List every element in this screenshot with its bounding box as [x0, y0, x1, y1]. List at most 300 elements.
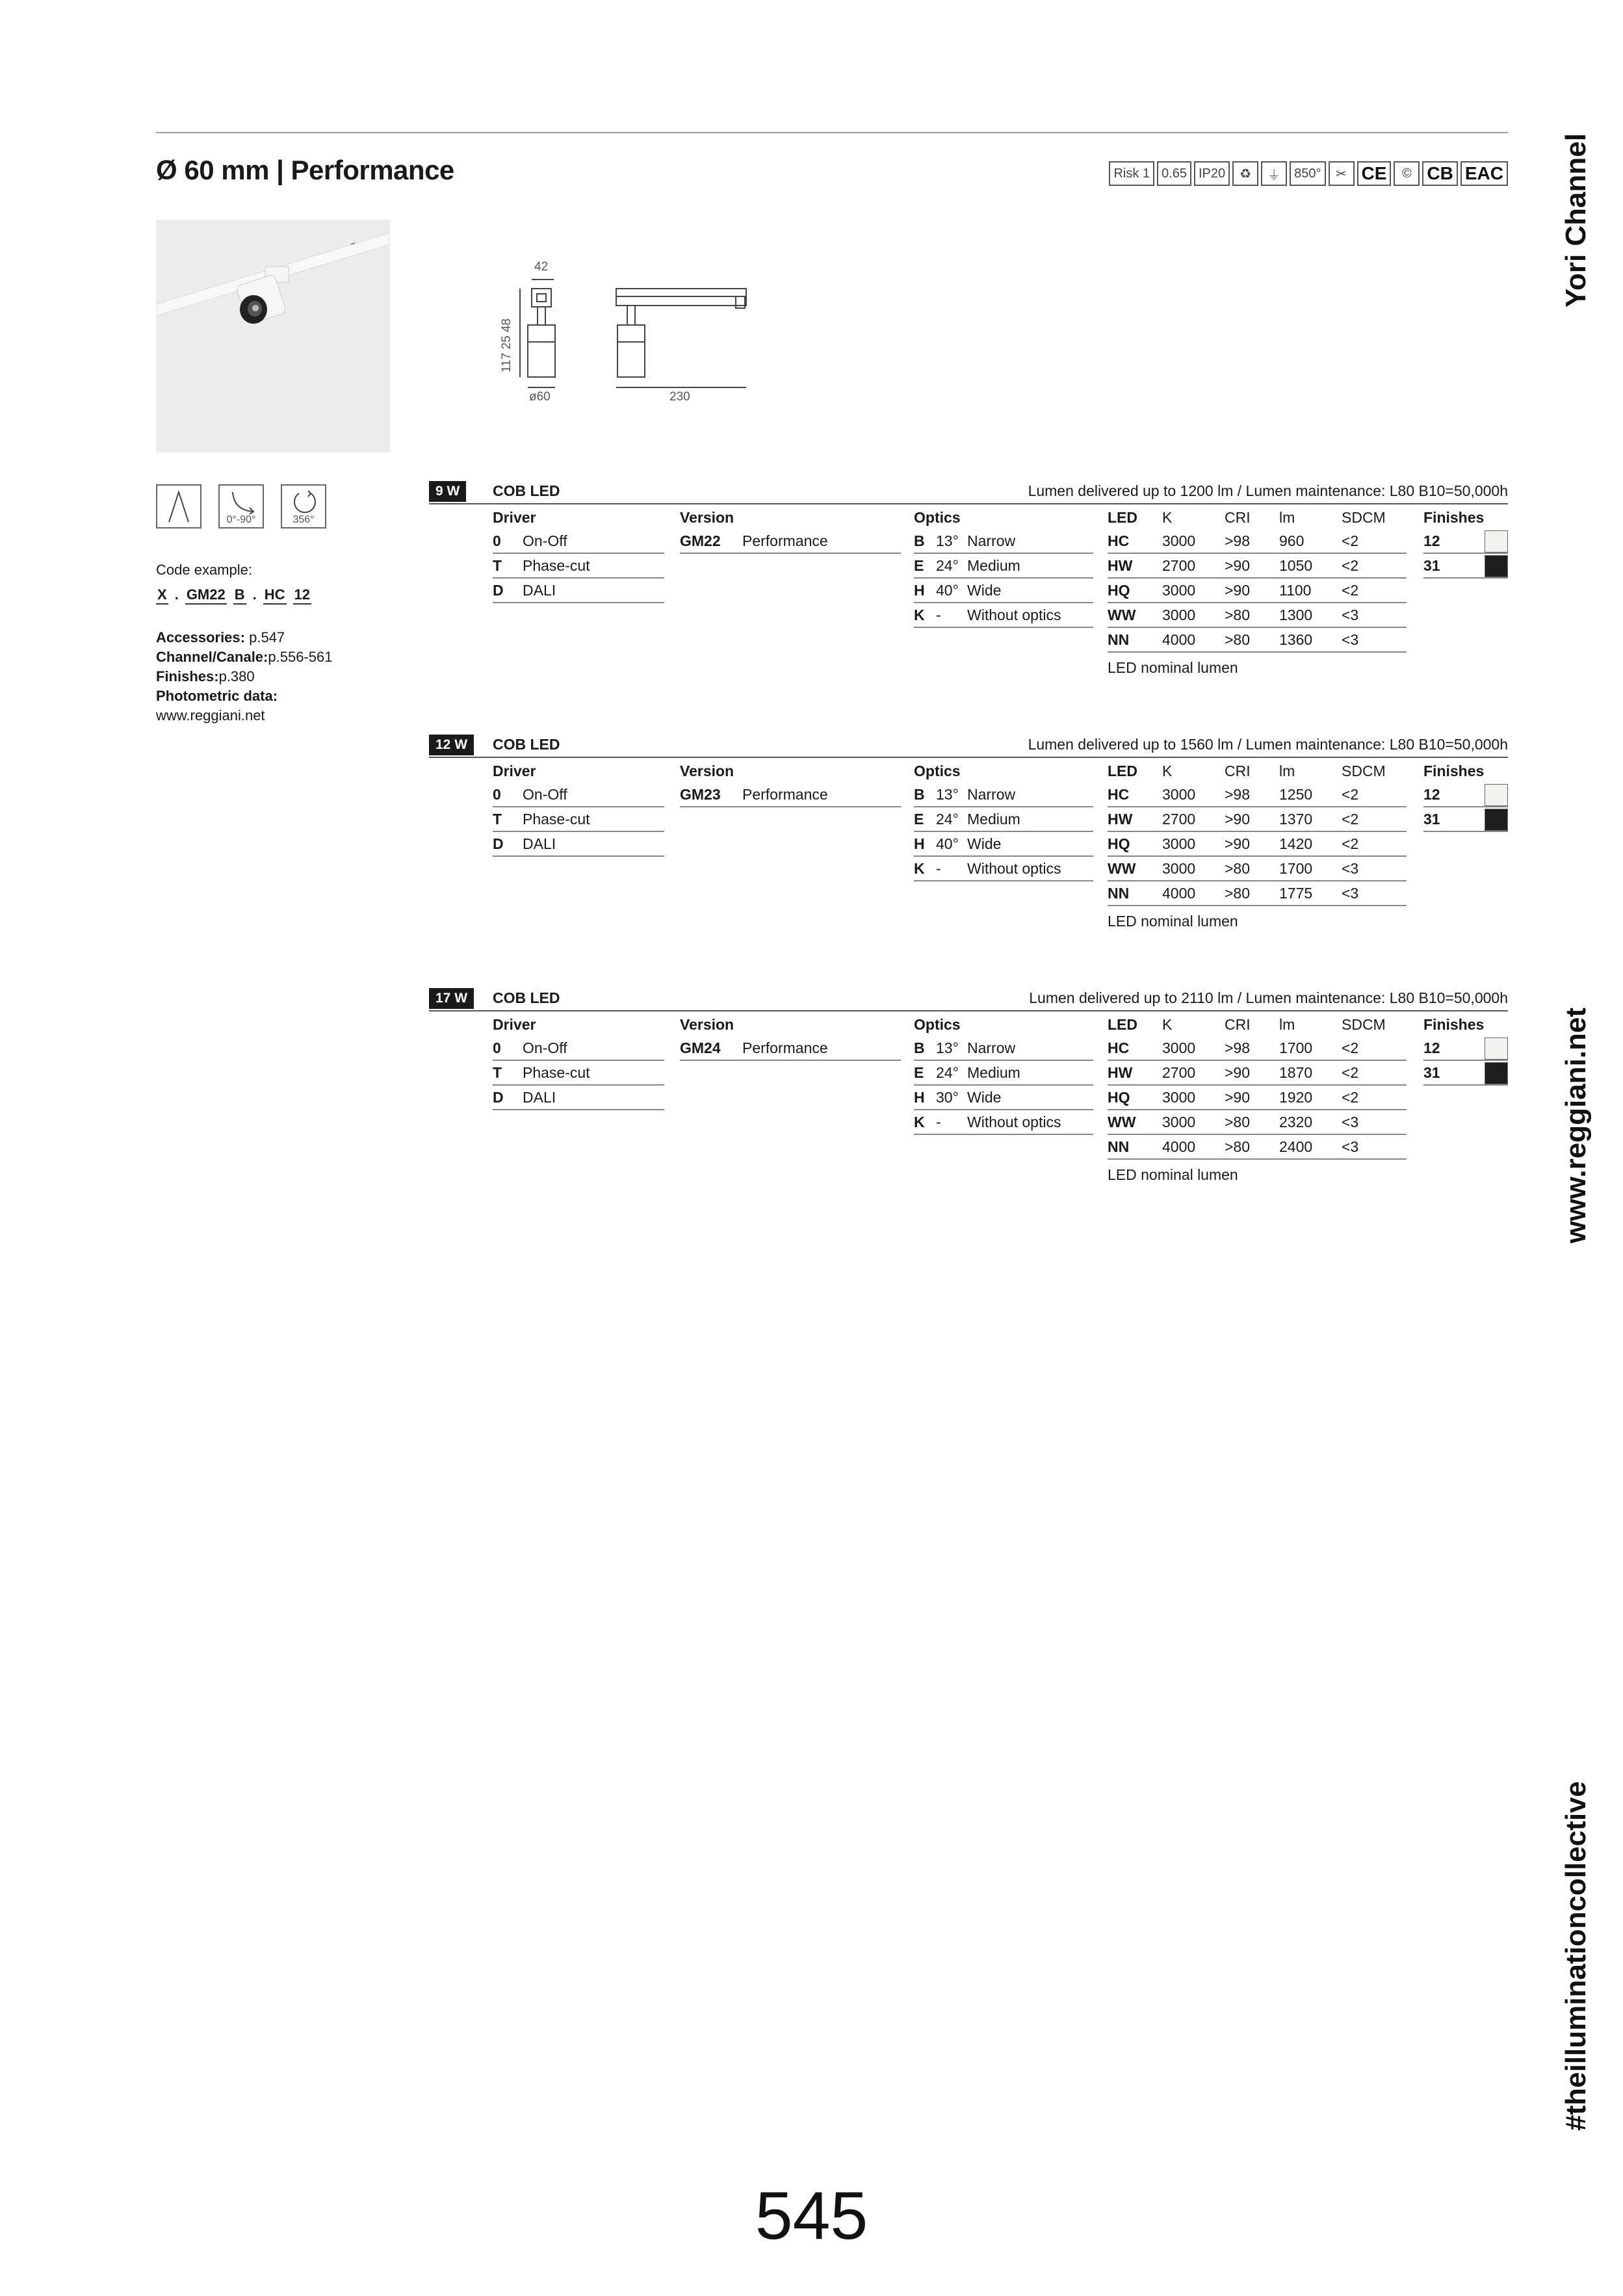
- optics-row: [914, 832, 1093, 857]
- version-header: Version: [680, 763, 734, 779]
- ip-rating-mark: IP20: [1194, 161, 1230, 186]
- optics-angle: 24°: [936, 557, 959, 574]
- led-k: 2700: [1162, 811, 1196, 828]
- optics-header: Optics: [914, 763, 961, 779]
- k-header: K: [1162, 509, 1173, 526]
- optics-name: Medium: [967, 811, 1020, 828]
- led-k: 4000: [1162, 1138, 1196, 1155]
- finish-code: 12: [1423, 532, 1440, 549]
- led-lm: 1370: [1279, 811, 1313, 828]
- led-k: 3000: [1162, 607, 1196, 623]
- driver-row: [493, 1061, 664, 1086]
- driver-code: D: [493, 835, 504, 852]
- driver-name: Phase-cut: [523, 811, 590, 828]
- driver-column: [493, 506, 664, 603]
- led-k: 3000: [1162, 860, 1196, 877]
- code-part: GM22: [185, 586, 227, 605]
- led-k: 2700: [1162, 557, 1196, 574]
- led-sdcm: <3: [1342, 1114, 1359, 1130]
- driver-code: T: [493, 557, 502, 574]
- version-row: [680, 1036, 901, 1061]
- product-photo: [156, 220, 390, 452]
- optics-angle: 24°: [936, 811, 959, 828]
- version-header: Version: [680, 1016, 734, 1033]
- driver-header: Driver: [493, 509, 536, 526]
- driver-code: 0: [493, 786, 501, 803]
- optics-code: B: [914, 532, 925, 549]
- led-lm: 1300: [1279, 607, 1313, 623]
- page-number: 545: [755, 2178, 868, 2254]
- led-code: HW: [1108, 1064, 1133, 1081]
- code-example: [156, 586, 311, 605]
- finish-swatch: [1485, 555, 1508, 577]
- optics-code: E: [914, 811, 924, 828]
- led-row: [1108, 1036, 1407, 1061]
- optics-column: [914, 759, 1093, 881]
- sdcm-header: SDCM: [1342, 1016, 1386, 1033]
- led-code: HQ: [1108, 582, 1130, 599]
- led-header-row: [1108, 759, 1407, 783]
- wattage-badge: 17 W: [429, 988, 474, 1009]
- optics-name: Medium: [967, 1064, 1020, 1081]
- optics-code: K: [914, 607, 925, 623]
- optics-name: Narrow: [967, 532, 1016, 549]
- led-note: LED nominal lumen: [1108, 913, 1238, 930]
- optics-name: Without optics: [967, 860, 1061, 877]
- driver-row: [493, 1036, 664, 1061]
- optics-angle: 24°: [936, 1064, 959, 1081]
- led-column: [1108, 506, 1407, 677]
- led-cri: >80: [1225, 1114, 1251, 1130]
- dim-side: 117 25 48: [500, 318, 513, 372]
- optics-code: K: [914, 1114, 925, 1130]
- driver-column: [493, 759, 664, 857]
- channel-ref: p.556-561: [268, 649, 333, 665]
- cb-mark: CB: [1422, 161, 1457, 186]
- version-header: Version: [680, 509, 734, 526]
- led-code: WW: [1108, 607, 1136, 623]
- driver-row: [493, 1086, 664, 1110]
- finish-swatch: [1485, 1037, 1508, 1060]
- optics-row: [914, 1086, 1093, 1110]
- driver-name: DALI: [523, 582, 556, 599]
- led-row: [1108, 1110, 1407, 1135]
- risk-mark: Risk 1: [1109, 161, 1154, 186]
- optics-code: H: [914, 1089, 925, 1106]
- finishes-label: Finishes:: [156, 668, 219, 685]
- version-name: Performance: [742, 1039, 828, 1056]
- certification-marks: [1109, 161, 1508, 186]
- accessories-label: Accessories:: [156, 629, 245, 646]
- optics-name: Wide: [967, 1089, 1002, 1106]
- rotation-caption: 356°: [292, 514, 315, 525]
- led-lm: 2400: [1279, 1138, 1313, 1155]
- product-section: [429, 735, 1508, 930]
- lumen-spec: Lumen delivered up to 2110 lm / Lumen maintenance: L80 B10=50,000h: [1029, 989, 1508, 1006]
- top-rule: [156, 132, 1508, 133]
- led-lm: 1700: [1279, 860, 1313, 877]
- cri-header: CRI: [1225, 763, 1251, 779]
- cob-label: COB LED: [493, 736, 560, 753]
- led-cri: >90: [1225, 811, 1251, 828]
- led-lm: 1100: [1279, 582, 1312, 599]
- led-k: 3000: [1162, 786, 1196, 803]
- info-block: [156, 628, 332, 725]
- led-row: [1108, 628, 1407, 653]
- cri-header: CRI: [1225, 1016, 1251, 1033]
- wattage-badge: 12 W: [429, 735, 474, 755]
- led-cri: >80: [1225, 1138, 1251, 1155]
- sdcm-header: SDCM: [1342, 763, 1386, 779]
- led-k: 3000: [1162, 1039, 1196, 1056]
- finish-swatch: [1485, 530, 1508, 553]
- led-code: WW: [1108, 860, 1136, 877]
- optics-code: H: [914, 835, 925, 852]
- code-part: 12: [293, 586, 311, 605]
- optics-angle: -: [936, 860, 941, 877]
- finish-code: 31: [1423, 811, 1440, 828]
- earth-icon: ⏚: [1261, 161, 1287, 186]
- no-cover-icon: ✂: [1329, 161, 1355, 186]
- driver-header: Driver: [493, 763, 536, 779]
- finish-row: [1423, 807, 1508, 832]
- optics-row: [914, 1036, 1093, 1061]
- technical-drawing: [481, 260, 754, 410]
- led-k: 3000: [1162, 582, 1196, 599]
- finishes-header: Finishes: [1423, 1016, 1485, 1033]
- led-note: LED nominal lumen: [1108, 659, 1238, 676]
- led-sdcm: <2: [1342, 582, 1359, 599]
- optics-angle: 40°: [936, 835, 959, 852]
- led-code: HC: [1108, 1039, 1130, 1056]
- led-row: [1108, 603, 1407, 628]
- optics-header: Optics: [914, 1016, 961, 1033]
- led-lm: 1360: [1279, 631, 1313, 648]
- rotation-icon: [281, 484, 326, 528]
- driver-row: [493, 832, 664, 857]
- led-lm: 1250: [1279, 786, 1313, 803]
- driver-name: On-Off: [523, 786, 567, 803]
- driver-row: [493, 783, 664, 807]
- led-k: 2700: [1162, 1064, 1196, 1081]
- optics-angle: 40°: [936, 582, 959, 599]
- finish-code: 31: [1423, 1064, 1440, 1081]
- led-k: 3000: [1162, 1089, 1196, 1106]
- led-code: NN: [1108, 631, 1130, 648]
- led-lm: 960: [1279, 532, 1305, 549]
- led-header: LED: [1108, 763, 1137, 779]
- driver-name: Phase-cut: [523, 557, 590, 574]
- led-code: HC: [1108, 786, 1130, 803]
- finish-code: 12: [1423, 1039, 1440, 1056]
- optics-row: [914, 783, 1093, 807]
- led-k: 4000: [1162, 631, 1196, 648]
- driver-row: [493, 554, 664, 579]
- product-section: [429, 481, 1508, 676]
- lm-header: lm: [1279, 763, 1295, 779]
- photometric-label: Photometric data:: [156, 688, 278, 704]
- finishes-column: [1423, 1013, 1508, 1086]
- code-dot: .: [252, 586, 257, 603]
- led-code: HW: [1108, 557, 1133, 574]
- lumen-spec: Lumen delivered up to 1200 lm / Lumen maintenance: L80 B10=50,000h: [1028, 482, 1508, 499]
- finish-code: 12: [1423, 786, 1440, 803]
- finishes-header: Finishes: [1423, 763, 1485, 779]
- led-lm: 1050: [1279, 557, 1313, 574]
- finish-code: 31: [1423, 557, 1440, 574]
- driver-row: [493, 529, 664, 554]
- ce-mark: CE: [1357, 161, 1392, 186]
- finish-swatch: [1485, 1062, 1508, 1084]
- section-header: [429, 481, 1508, 504]
- page-title: Ø 60 mm | Performance: [156, 155, 454, 185]
- led-sdcm: <3: [1342, 860, 1359, 877]
- led-row: [1108, 881, 1407, 906]
- website-link[interactable]: www.reggiani.net: [156, 707, 265, 724]
- optics-name: Narrow: [967, 786, 1016, 803]
- led-row: [1108, 554, 1407, 579]
- driver-name: Phase-cut: [523, 1064, 590, 1081]
- optics-name: Medium: [967, 557, 1020, 574]
- optics-angle: 30°: [936, 1089, 959, 1106]
- led-code: NN: [1108, 1138, 1130, 1155]
- optics-name: Wide: [967, 582, 1002, 599]
- led-cri: >80: [1225, 860, 1251, 877]
- led-sdcm: <3: [1342, 1138, 1359, 1155]
- lm-header: lm: [1279, 1016, 1295, 1033]
- led-code: HQ: [1108, 835, 1130, 852]
- finish-row: [1423, 783, 1508, 807]
- driver-code: D: [493, 1089, 504, 1106]
- optics-angle: -: [936, 1114, 941, 1130]
- optics-angle: 13°: [936, 532, 959, 549]
- led-header-row: [1108, 506, 1407, 529]
- optics-code: B: [914, 786, 925, 803]
- optics-code: K: [914, 860, 925, 877]
- led-row: [1108, 1061, 1407, 1086]
- optics-row: [914, 857, 1093, 881]
- driver-header: Driver: [493, 1016, 536, 1033]
- optics-header: Optics: [914, 509, 961, 526]
- driver-column: [493, 1013, 664, 1110]
- led-sdcm: <3: [1342, 631, 1359, 648]
- version-code: GM23: [680, 786, 721, 803]
- tilt-caption: 0°-90°: [226, 514, 256, 525]
- driver-name: DALI: [523, 1089, 556, 1106]
- led-note: LED nominal lumen: [1108, 1166, 1238, 1183]
- lm-header: lm: [1279, 509, 1295, 526]
- finish-row: [1423, 529, 1508, 554]
- finishes-column: [1423, 506, 1508, 579]
- finishes-column: [1423, 759, 1508, 832]
- led-cri: >90: [1225, 835, 1251, 852]
- driver-row: [493, 807, 664, 832]
- led-code: NN: [1108, 885, 1130, 902]
- led-k: 3000: [1162, 532, 1196, 549]
- version-row: [680, 783, 901, 807]
- tilt-icon: [218, 484, 264, 528]
- led-lm: 1420: [1279, 835, 1313, 852]
- led-lm: 2320: [1279, 1114, 1313, 1130]
- finishes-header: Finishes: [1423, 509, 1485, 526]
- optics-column: [914, 506, 1093, 628]
- led-row: [1108, 807, 1407, 832]
- k-header: K: [1162, 1016, 1173, 1033]
- finish-row: [1423, 554, 1508, 579]
- led-sdcm: <2: [1342, 532, 1359, 549]
- led-sdcm: <2: [1342, 557, 1359, 574]
- code-part: X: [156, 586, 168, 605]
- led-cri: >80: [1225, 607, 1251, 623]
- led-sdcm: <3: [1342, 885, 1359, 902]
- driver-code: 0: [493, 532, 501, 549]
- led-lm: 1920: [1279, 1089, 1313, 1106]
- led-lm: 1870: [1279, 1064, 1313, 1081]
- driver-code: T: [493, 1064, 502, 1081]
- code-part: B: [233, 586, 246, 605]
- led-row: [1108, 857, 1407, 881]
- led-sdcm: <2: [1342, 1064, 1359, 1081]
- led-cri: >98: [1225, 1039, 1251, 1056]
- brand-vertical: Yori Channel: [1560, 133, 1592, 308]
- finish-swatch: [1485, 809, 1508, 831]
- optics-row: [914, 579, 1093, 603]
- optics-row: [914, 603, 1093, 628]
- optics-angle: 13°: [936, 1039, 959, 1056]
- led-sdcm: <2: [1342, 1089, 1359, 1106]
- finish-swatch: [1485, 784, 1508, 806]
- optics-code: E: [914, 1064, 924, 1081]
- led-code: HW: [1108, 811, 1133, 828]
- optics-angle: -: [936, 607, 941, 623]
- led-lm: 1700: [1279, 1039, 1313, 1056]
- accessories-ref: p.547: [249, 629, 285, 646]
- led-row: [1108, 529, 1407, 554]
- led-cri: >90: [1225, 1089, 1251, 1106]
- led-sdcm: <2: [1342, 811, 1359, 828]
- led-code: HQ: [1108, 1089, 1130, 1106]
- led-sdcm: <2: [1342, 786, 1359, 803]
- driver-row: [493, 579, 664, 603]
- optics-code: H: [914, 582, 925, 599]
- cob-label: COB LED: [493, 482, 560, 499]
- distance-mark: 0.65: [1157, 161, 1191, 186]
- version-column: [680, 759, 901, 807]
- led-row: [1108, 783, 1407, 807]
- version-column: [680, 1013, 901, 1061]
- version-name: Performance: [742, 786, 828, 803]
- finish-row: [1423, 1061, 1508, 1086]
- beam-icon: [156, 484, 201, 528]
- led-k: 3000: [1162, 835, 1196, 852]
- eac-mark: EAC: [1461, 161, 1508, 186]
- led-header: LED: [1108, 1016, 1137, 1033]
- driver-code: D: [493, 582, 504, 599]
- optics-code: E: [914, 557, 924, 574]
- optics-row: [914, 807, 1093, 832]
- optics-angle: 13°: [936, 786, 959, 803]
- led-cri: >90: [1225, 557, 1251, 574]
- led-k: 4000: [1162, 885, 1196, 902]
- optics-name: Without optics: [967, 607, 1061, 623]
- led-header: LED: [1108, 509, 1137, 526]
- section-header: [429, 988, 1508, 1011]
- led-header-row: [1108, 1013, 1407, 1036]
- led-sdcm: <2: [1342, 1039, 1359, 1056]
- driver-code: 0: [493, 1039, 501, 1056]
- led-column: [1108, 759, 1407, 930]
- led-cri: >98: [1225, 532, 1251, 549]
- optics-row: [914, 1061, 1093, 1086]
- hashtag-vertical: #theilluminationcollective: [1560, 1781, 1592, 2131]
- version-code: GM22: [680, 532, 721, 549]
- driver-code: T: [493, 811, 502, 828]
- dim-top: 42: [534, 260, 549, 274]
- driver-name: On-Off: [523, 532, 567, 549]
- dim-diameter: ø60: [529, 390, 551, 404]
- optics-column: [914, 1013, 1093, 1135]
- version-name: Performance: [742, 532, 828, 549]
- led-cri: >90: [1225, 1064, 1251, 1081]
- wattage-badge: 9 W: [429, 481, 466, 502]
- led-column: [1108, 1013, 1407, 1184]
- cob-label: COB LED: [493, 989, 560, 1006]
- version-column: [680, 506, 901, 554]
- led-sdcm: <2: [1342, 835, 1359, 852]
- led-row: [1108, 1135, 1407, 1160]
- driver-name: DALI: [523, 835, 556, 852]
- temperature-mark: 850°: [1290, 161, 1325, 186]
- k-header: K: [1162, 763, 1173, 779]
- lumen-spec: Lumen delivered up to 1560 lm / Lumen maintenance: L80 B10=50,000h: [1028, 736, 1508, 753]
- led-k: 3000: [1162, 1114, 1196, 1130]
- cri-header: CRI: [1225, 509, 1251, 526]
- version-code: GM24: [680, 1039, 721, 1056]
- optics-name: Without optics: [967, 1114, 1061, 1130]
- optics-name: Narrow: [967, 1039, 1016, 1056]
- led-cri: >80: [1225, 885, 1251, 902]
- code-example-label: Code example:: [156, 562, 252, 578]
- sdcm-header: SDCM: [1342, 509, 1386, 526]
- optics-row: [914, 554, 1093, 579]
- led-cri: >90: [1225, 582, 1251, 599]
- led-row: [1108, 579, 1407, 603]
- product-section: [429, 988, 1508, 1183]
- led-sdcm: <3: [1342, 607, 1359, 623]
- version-row: [680, 529, 901, 554]
- optics-row: [914, 1110, 1093, 1135]
- channel-label: Channel/Canale:: [156, 649, 268, 665]
- led-code: WW: [1108, 1114, 1136, 1130]
- led-row: [1108, 1086, 1407, 1110]
- optics-name: Wide: [967, 835, 1002, 852]
- web-vertical: www.reggiani.net: [1560, 1008, 1592, 1244]
- led-code: HC: [1108, 532, 1130, 549]
- ccc-mark: ©: [1394, 161, 1420, 186]
- recycle-icon: ♻: [1232, 161, 1258, 186]
- led-lm: 1775: [1279, 885, 1313, 902]
- dim-length: 230: [669, 390, 690, 404]
- section-header: [429, 735, 1508, 758]
- feature-icons: [156, 484, 326, 528]
- code-part: HC: [263, 586, 287, 605]
- code-dot: .: [174, 586, 179, 603]
- driver-name: On-Off: [523, 1039, 567, 1056]
- led-cri: >98: [1225, 786, 1251, 803]
- led-row: [1108, 832, 1407, 857]
- optics-code: B: [914, 1039, 925, 1056]
- led-cri: >80: [1225, 631, 1251, 648]
